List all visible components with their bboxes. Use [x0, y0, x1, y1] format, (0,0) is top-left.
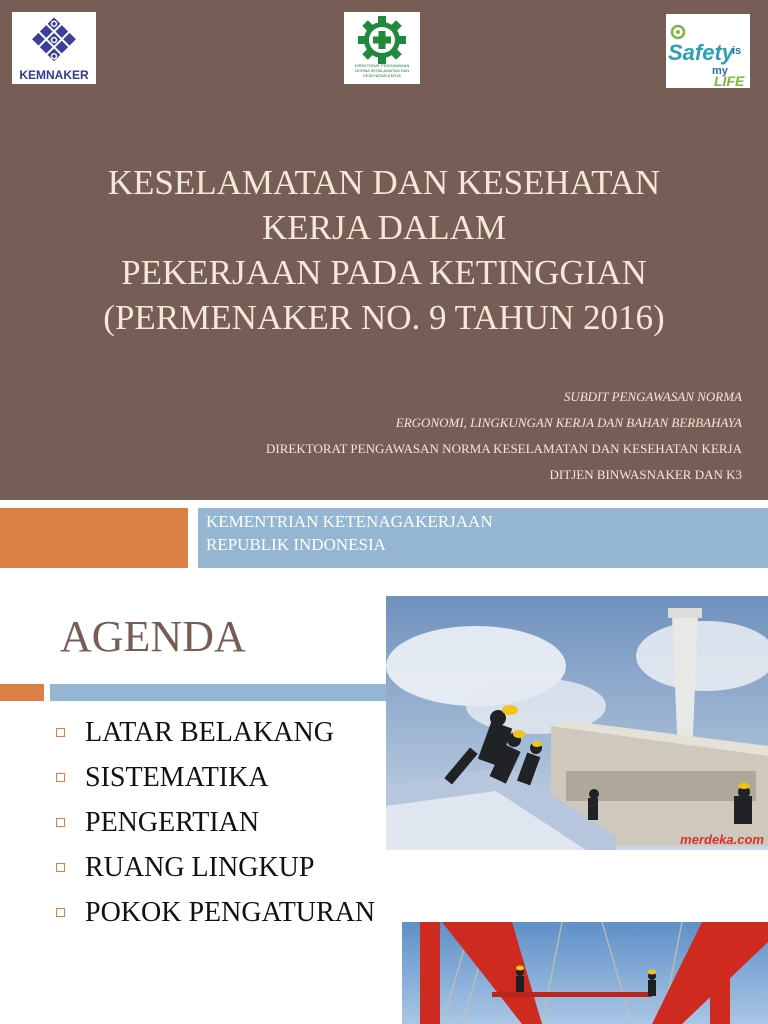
title-header: [0, 0, 768, 500]
agenda-item: [56, 755, 375, 800]
safety-logo-icon: [666, 14, 750, 88]
title-line: KERJA DALAM: [261, 208, 507, 247]
agenda-heading: AGENDA: [60, 612, 246, 661]
safety-word: Safety: [668, 40, 735, 65]
orange-divider: [0, 684, 44, 701]
kemnaker-logo-text: KEMNAKER: [19, 68, 89, 82]
k3-logo-caption: DIREKTORAT PENGAWASAN NORMA KESELAMATAN DAN KESEHATAN KERJA: [354, 63, 410, 78]
kemnaker-emblem-icon: [12, 12, 96, 68]
agenda-item: [56, 890, 375, 935]
agenda-item-label: RUANG LINGKUP: [85, 851, 315, 883]
safety-life-word: LIFE: [714, 73, 745, 88]
agenda-item-label: LATAR BELAKANG: [85, 716, 334, 748]
gear-cross-icon: [344, 12, 420, 70]
orange-accent-bar: [0, 508, 188, 568]
agenda-item: [56, 800, 375, 845]
k3-logo: [344, 12, 420, 84]
square-bullet-icon: [56, 818, 65, 827]
safety-my-word: my: [712, 65, 728, 77]
photo-watermark: merdeka.com: [680, 832, 764, 847]
square-bullet-icon: [56, 863, 65, 872]
safety-is-word: is: [732, 45, 742, 57]
safety-is-my-life-logo: [666, 14, 750, 88]
ministry-line: KEMENTRIAN KETENAGAKERJAAN: [206, 512, 493, 531]
blue-divider: [50, 684, 390, 701]
kemnaker-logo: [12, 12, 96, 84]
square-bullet-icon: [56, 908, 65, 917]
workers-on-monument-photo: [386, 596, 768, 850]
subtitle-block: [22, 384, 742, 488]
square-bullet-icon: [56, 773, 65, 782]
title-line: PEKERJAAN PADA KETINGGIAN: [121, 253, 647, 292]
agenda-list: [56, 710, 375, 935]
agenda-item-label: PENGERTIAN: [85, 806, 260, 838]
red-tower-climbers-photo: [402, 922, 768, 1024]
agenda-item-label: POKOK PENGATURAN: [85, 896, 376, 928]
subtitle-line: DITJEN BINWASNAKER DAN K3: [549, 467, 742, 482]
subtitle-line: ERGONOMI, LINGKUNGAN KERJA DAN BAHAN BERBAHAYA: [395, 415, 742, 430]
square-bullet-icon: [56, 728, 65, 737]
title-line: KESELAMATAN DAN KESEHATAN: [107, 163, 661, 202]
title-line: (PERMENAKER NO. 9 TAHUN 2016): [103, 298, 665, 337]
agenda-item: [56, 710, 375, 755]
ministry-line: REPUBLIK INDONESIA: [206, 535, 386, 554]
agenda-item-label: SISTEMATIKA: [85, 761, 269, 793]
ministry-name: [206, 510, 493, 556]
subtitle-line: DIREKTORAT PENGAWASAN NORMA KESELAMATAN DAN KESEHATAN KERJA: [266, 441, 742, 456]
subtitle-line: SUBDIT PENGAWASAN NORMA: [563, 389, 742, 404]
agenda-item: [56, 845, 375, 890]
presentation-title: [20, 160, 748, 340]
